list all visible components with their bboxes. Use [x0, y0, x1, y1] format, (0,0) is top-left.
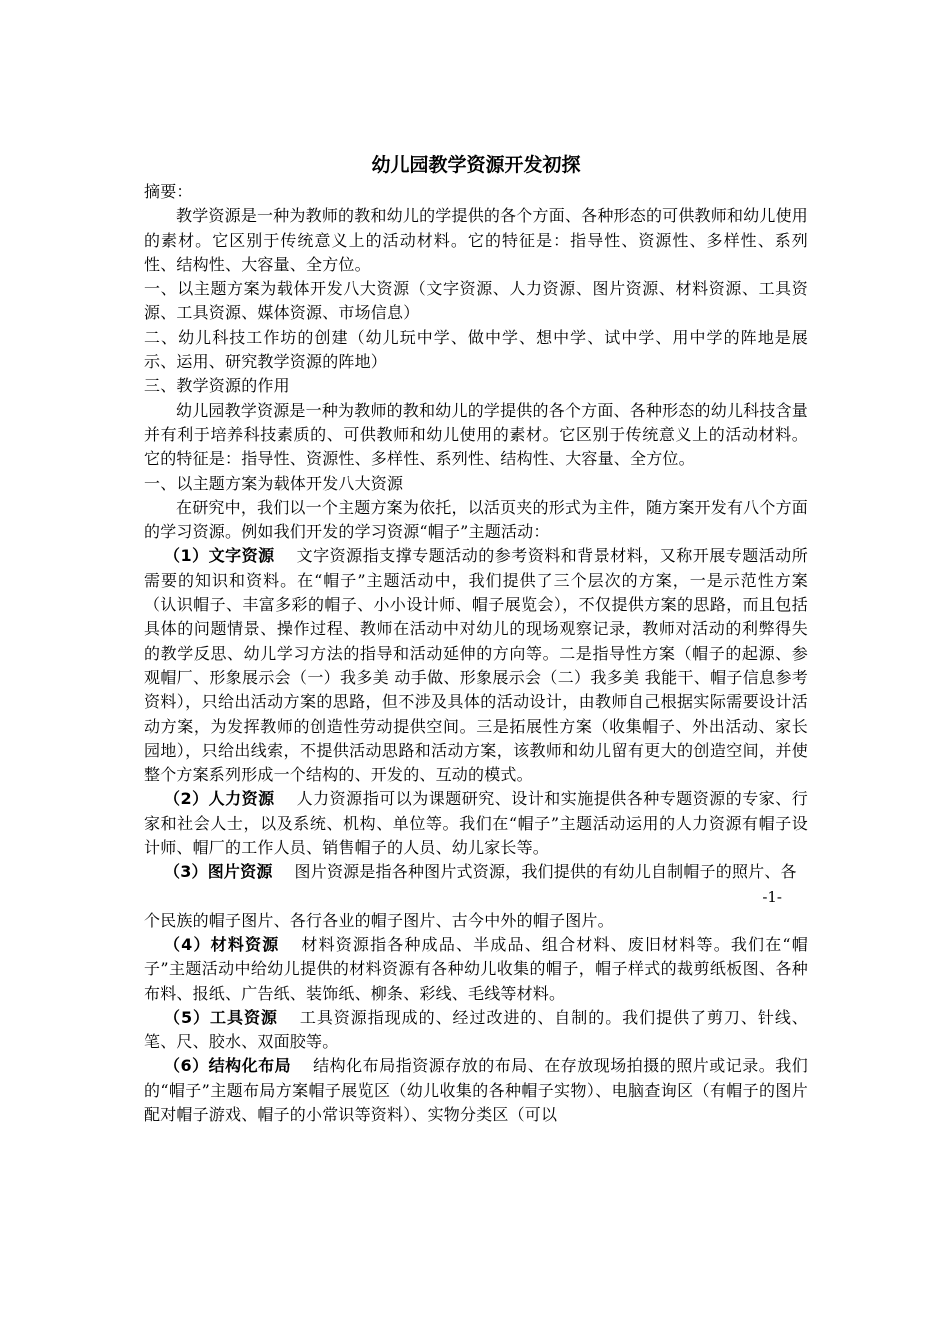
item-label: （3）图片资源: [164, 862, 273, 882]
intro-paragraph: 幼儿园教学资源是一种为教师的教和幼儿的学提供的各个方面、各种形态的幼儿科技含量并有利于培养科技素质的、可供教师和幼儿使用的素材。它区别于传统意义上的活动材料。它的特征是：指导性、资源性、多样性、系列性、结构性、大容量、全方位。: [144, 400, 808, 469]
abstract-point-3: 三、教学资源的作用: [144, 376, 290, 396]
abstract-text: 教学资源是一种为教师的教和幼儿的学提供的各个方面、各种形态的可供教师和幼儿使用的素材。它区别于传统意义上的活动材料。它的特征是：指导性、资源性、多样性、系列性、结构性、大容量、全方位。: [144, 206, 808, 274]
continuation-text: 个民族的帽子图片、各行各业的帽子图片、古今中外的帽子图片。: [144, 910, 614, 930]
abstract-label: 摘要：: [144, 182, 193, 201]
item-body: 图片资源是指各种图片式资源，我们提供的有幼儿自制帽子的照片、各: [294, 862, 797, 882]
item-label: （4）材料资源: [164, 934, 280, 954]
abstract-point-2: 二、幼儿科技工作坊的创建（幼儿玩中学、做中学、想中学、试中学、用中学的阵地是展示、运用、研究教学资源的阵地）: [144, 327, 808, 372]
item-image-resources: [144, 860, 808, 884]
item-text-resources: [144, 544, 808, 787]
document-title: 幼儿园教学资源开发初探: [371, 154, 581, 176]
item-structured-layout: [144, 1054, 808, 1127]
item-human-resources: [144, 787, 808, 860]
item-body: 文字资源指支撑专题活动的参考资料和背景材料，又称开展专题活动所需要的知识和资料。在“帽子”主题活动中，我们提供了三个层次的方案，一是示范性方案（认识帽子、丰富多彩的帽子、小小设计师、帽子展览会），不仅提供方案的思路，而且包括具体的问题情景、操作过程、教师在活动中对幼儿的现场观察记录，教师对活动的利弊得失的教学反思、幼儿学习方法的指导和活动延伸的方向等。二是指导性方案（帽子的起源、参观帽厂、形象展示会（一）我多美 动手做、形象展示会（二）我多美 我能干、帽子信息参考资料），只给出活动方案的思路，但不涉及具体的活动设计，由教师自己根据实际需要设计活动方案，为发挥教师的创造性劳动提供空间。三是拓展性方案（收集帽子、外出活动、家长园地），只给出线索，不提供活动思路和活动方案，该教师和幼儿留有更大的创造空间，并使整个方案系列形成一个结构的、开发的、互动的模式。: [144, 546, 808, 785]
document-page: [144, 152, 808, 1127]
item-body: 结构化布局指资源存放的布局、在存放现场拍摄的照片或记录。我们的“帽子”主题布局方案帽子展览区（幼儿收集的各种帽子实物）、电脑查询区（有帽子的图片配对帽子游戏、帽子的小常识等资料）、实物分类区（可以: [144, 1056, 808, 1124]
page-number: -1-: [762, 887, 782, 906]
item-label: （6）结构化布局: [164, 1056, 292, 1076]
item-body: 工具资源指现成的、经过改进的、自制的。我们提供了剪刀、针线、笔、尺、胶水、双面胶等。: [144, 1007, 808, 1052]
item-material-resources: [144, 933, 808, 1006]
item-body: 材料资源指各种成品、半成品、组合材料、废旧材料等。我们在“帽子”主题活动中给幼儿提供的材料资源有各种幼儿收集的帽子，帽子样式的裁剪纸板图、各种布料、报纸、广告纸、装饰纸、柳条、彩线、毛线等材料。: [144, 934, 808, 1003]
item-label: （1）文字资源: [164, 546, 275, 566]
item-tool-resources: [144, 1006, 808, 1055]
item-label: （2）人力资源: [164, 789, 275, 809]
section-1-intro: 在研究中，我们以一个主题方案为依托，以活页夹的形式为主件，随方案开发有八个方面的学习资源。例如我们开发的学习资源“帽子”主题活动：: [144, 497, 808, 542]
abstract-point-1: 一、以主题方案为载体开发八大资源（文字资源、人力资源、图片资源、材料资源、工具资源、工具资源、媒体资源、市场信息）: [144, 279, 808, 323]
item-body: 人力资源指可以为课题研究、设计和实施提供各种专题资源的专家、行家和社会人士，以及系统、机构、单位等。我们在“帽子”主题活动运用的人力资源有帽子设计师、帽厂的工作人员、销售帽子的人员、幼儿家长等。: [144, 789, 808, 858]
item-label: （5）工具资源: [164, 1007, 278, 1027]
section-1-heading: 一、以主题方案为载体开发八大资源: [144, 473, 404, 493]
